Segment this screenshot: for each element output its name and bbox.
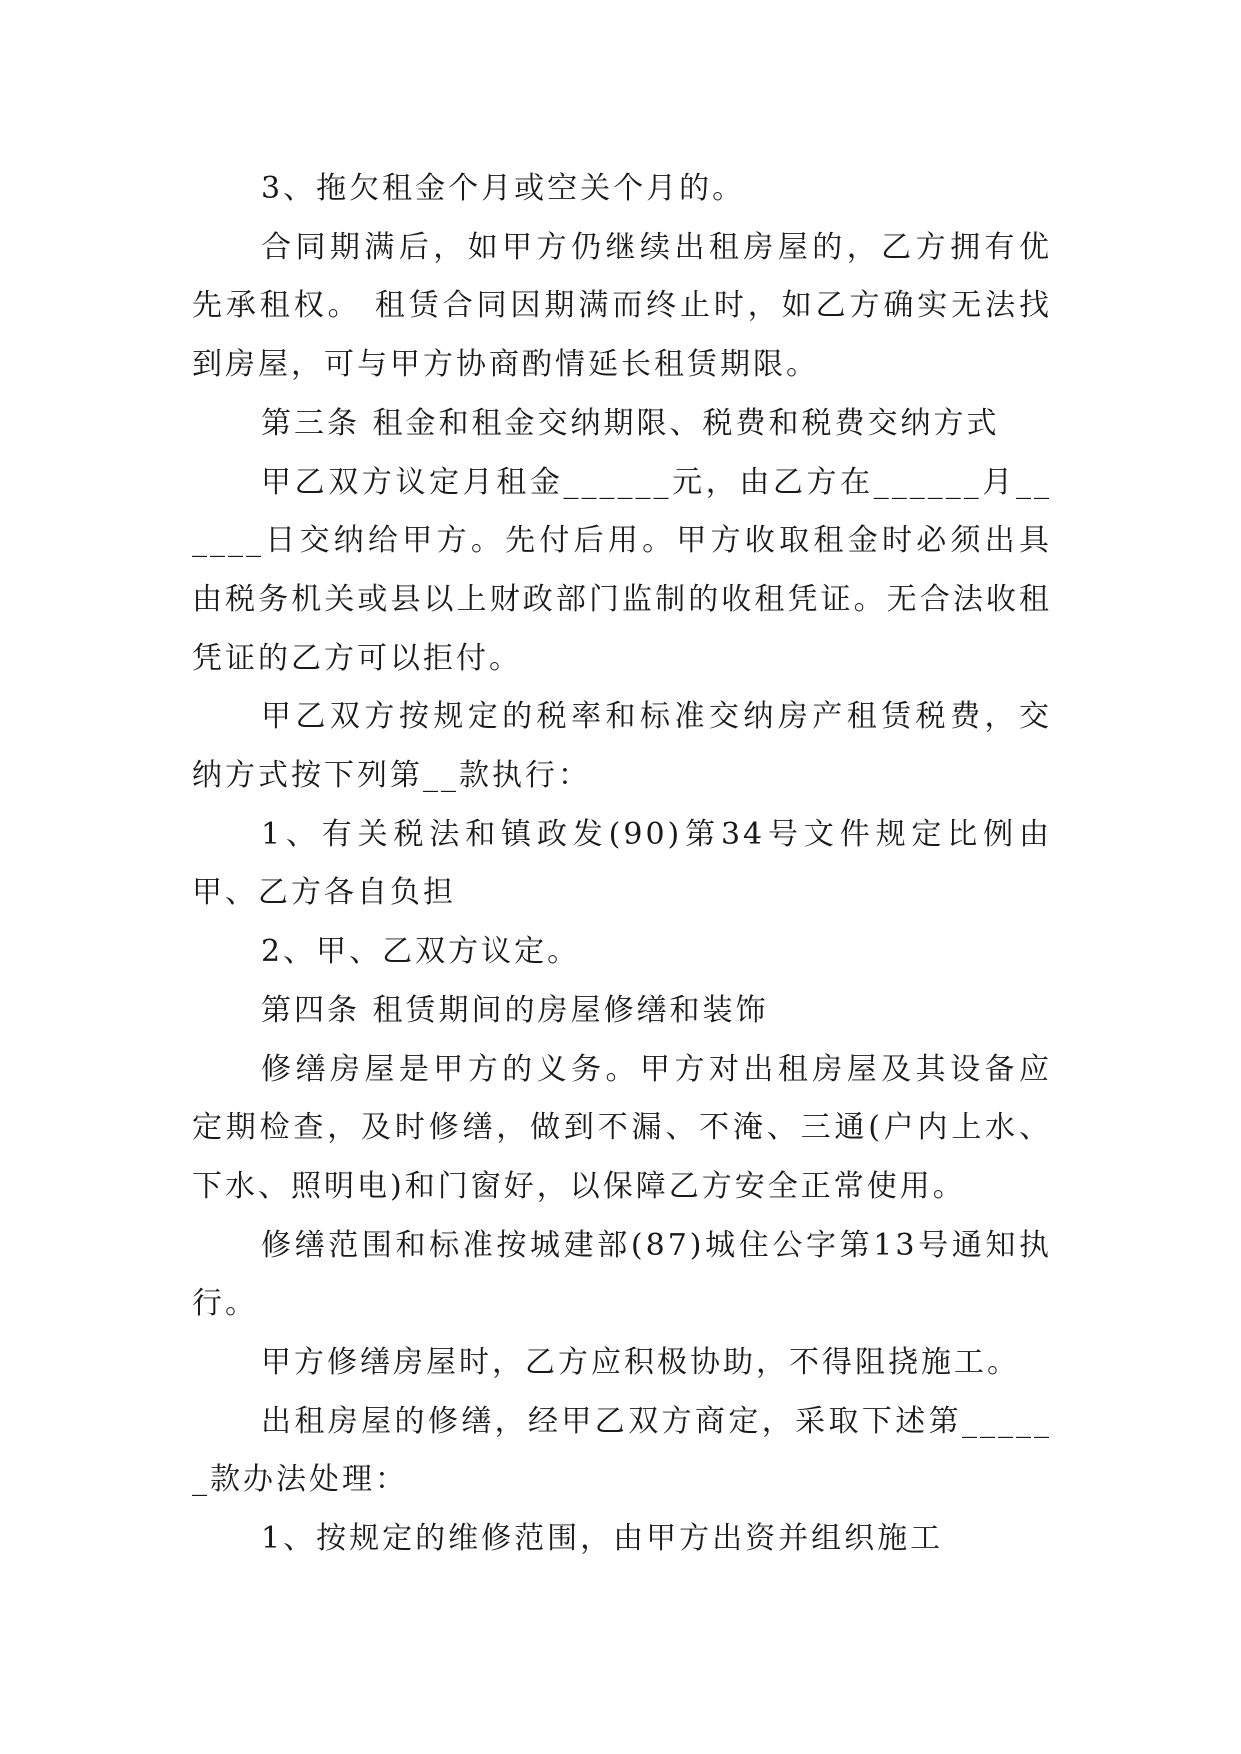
paragraph-tax-payment: 甲乙双方按规定的税率和标准交纳房产租赁税费，交纳方式按下列第__款执行： <box>192 699 1052 794</box>
paragraph-renewal-priority: 合同期满后，如甲方仍继续出租房屋的，乙方拥有优先承租权。 租赁合同因期满而终止时，如乙方确实无法找到房屋，可与甲方协商酌情延长租赁期限。 <box>192 229 1052 383</box>
paragraph-repair-method: 出租房屋的修缮，经甲乙双方商定，采取下述第______款办法处理： <box>192 1403 1052 1498</box>
list-item-tax-option-2: 2、甲、乙双方议定。 <box>261 934 581 970</box>
paragraph-tenant-cooperation: 甲方修缮房屋时，乙方应积极协助，不得阻挠施工。 <box>261 1345 1020 1381</box>
document-body <box>192 160 1052 1569</box>
paragraph-monthly-rent: 甲乙双方议定月租金______元，由乙方在______月______日交纳给甲方。先付后用。甲方收取租金时必须出具由税务机关或县以上财政部门监制的收租凭证。无合法收租凭证的乙方可以拒付。 <box>192 464 1052 676</box>
list-item-tax-option-1: 1、有关税法和镇政发(90)第34号文件规定比例由甲、乙方各自负担 <box>192 816 1052 911</box>
article-3-heading: 第三条 租金和租金交纳期限、税费和税费交纳方式 <box>261 405 1000 441</box>
paragraph-repair-obligation: 修缮房屋是甲方的义务。甲方对出租房屋及其设备应定期检查，及时修缮，做到不漏、不淹、三通(户内上水、下水、照明电)和门窗好，以保障乙方安全正常使用。 <box>192 1051 1052 1204</box>
paragraph-repair-standard: 修缮范围和标准按城建部(87)城住公字第13号通知执行。 <box>192 1227 1052 1322</box>
paragraph-arrears-clause: 3、拖欠租金个月或空关个月的。 <box>261 171 746 206</box>
article-4-heading: 第四条 租赁期间的房屋修缮和装饰 <box>261 992 769 1028</box>
list-item-repair-option-1: 1、按规定的维修范围，由甲方出资并组织施工 <box>261 1521 944 1557</box>
